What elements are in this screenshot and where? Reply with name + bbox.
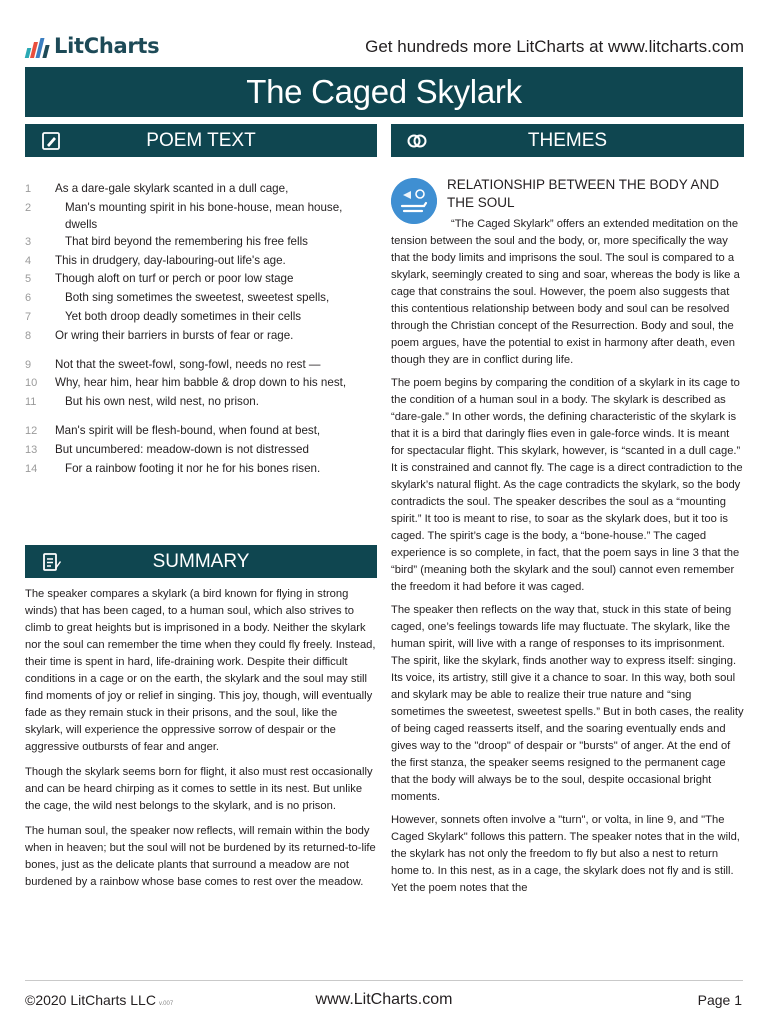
line-number: 3 — [25, 235, 32, 248]
poem-line — [25, 422, 377, 441]
line-text: Man's spirit will be flesh-bound, when found at best, — [55, 423, 321, 437]
logo-text: LitCharts — [54, 34, 160, 58]
line-number: 9 — [25, 358, 32, 371]
line-number: 2 — [25, 201, 32, 214]
theme-paragraph: “The Caged Skylark” offers an extended meditation on the tension between the soul and the body, or, more specifically the way that the body limits and imprisons the soul. The soul is compared to a skylark, seemingly created to sing and soar, whereas the body is like a cage that constrains the soul. However, the poem also suggests that this contentious relationship between body and soul can be resolved through the Christian concept of the Resurrection. Body and soul, the poem argues, have the potential to exist in harmony after death, even though they are in conflict during life. — [391, 218, 740, 366]
poem-text — [25, 180, 377, 478]
poem-text-header — [25, 124, 377, 157]
line-text: Man's mounting spirit in his bone-house, mean house, dwells — [65, 200, 343, 231]
poem-line — [25, 356, 377, 375]
copyright-text: ©2020 LitCharts LLC — [25, 992, 156, 1008]
poem-line — [25, 441, 377, 460]
summary-label: SUMMARY — [152, 551, 250, 572]
line-text: Yet both droop deadly sometimes in their cells — [65, 309, 302, 323]
line-number: 13 — [25, 443, 38, 456]
theme-paragraph: The poem begins by comparing the condition of a skylark in its cage to the condition of a human soul in a body. The skylark is described as “dare-gale.” In other words, the defining characteristic of the skylark is that it is a bird that daringly flies even in gale-force winds. It is meant for spectacular flight. This skylark, however, is “scanted in a dull cage.” It is constrained and cannot fly. The cage is a direct contradiction to the skylark’s natural flight. As the cage contradicts the skylark, so the body contradicts the soul. The speaker describes the soul as a “mounting spirit.” It too is meant to rise, to soar as the skylark does, but it too is caged. The spirit’s cage is the body, a “bone-house.” The caged experience is so complete, in fact, that the poem says in line 3 that the “bird” (meaning both the skylark and the soul) cannot even remember the freedom it had before it was caged. — [391, 377, 743, 593]
summary-text — [25, 586, 377, 899]
line-text: For a rainbow footing it nor he for his bones risen. — [65, 461, 321, 475]
page-number: Page 1 — [697, 992, 742, 1008]
title-banner — [25, 67, 743, 117]
theme-paragraph: However, sonnets often involve a "turn", or volta, in line 9, and "The Caged Skylark" follows this pattern. The speaker notes that in the wild, the skylark has not only the freedom to fly but also a nest to return home to. In this nest, as in a cage, the skylark does not fly and is still. Yet the poem notes that the — [391, 814, 740, 894]
themes-label: THEMES — [527, 130, 608, 151]
poem-line — [25, 460, 377, 479]
line-number: 8 — [25, 329, 32, 342]
poem-line — [25, 374, 377, 393]
page-title: The Caged Skylark — [246, 73, 522, 110]
poem-line — [25, 180, 377, 199]
poem-line — [25, 289, 377, 308]
tagline: Get hundreds more LitCharts at www.litcharts.com — [365, 37, 744, 56]
top-bar — [26, 30, 744, 64]
litcharts-logo[interactable] — [26, 34, 159, 58]
stanza-break — [25, 412, 377, 422]
logo-bars-icon — [26, 36, 48, 58]
summary-paragraph: Though the skylark seems born for flight, it also must rest occasionally and can be heard chirping as it comes to settle in its nest. But unlike the cage, the wild nest belongs to the skylark, and is no prison. — [25, 766, 373, 812]
poem-line — [25, 393, 377, 412]
line-number: 6 — [25, 292, 32, 305]
line-text: As a dare-gale skylark scanted in a dull cage, — [55, 182, 289, 195]
themes-header — [391, 124, 744, 157]
line-text: Not that the sweet-fowl, song-fowl, needs no rest — — [55, 357, 321, 371]
line-number: 5 — [25, 273, 32, 286]
poem-text-label: POEM TEXT — [146, 130, 256, 151]
theme-title: RELATIONSHIP BETWEEN THE BODY AND THE SOUL — [447, 177, 720, 210]
line-text: Why, hear him, hear him babble & drop down to his nest, — [55, 376, 347, 390]
poem-line — [25, 199, 377, 233]
line-number: 4 — [25, 254, 32, 267]
poem-line — [25, 252, 377, 271]
summary-paragraph: The human soul, the speaker now reflects, will remain within the body when in heaven; but the soul will not be burdened by its returned-to-life bones, just as the delicate plants that surround a meadow are not burdened by a rainbow whose base comes to rest over the meadow. — [25, 825, 376, 888]
line-number: 1 — [25, 183, 32, 195]
line-number: 14 — [25, 462, 38, 475]
poem-line — [25, 308, 377, 327]
line-text: That bird beyond the remembering his free fells — [65, 234, 308, 248]
poem-line — [25, 270, 377, 289]
line-number: 12 — [25, 424, 38, 437]
version-text: v.007 — [158, 1001, 174, 1007]
line-text: Or wring their barriers in bursts of fear or rage. — [55, 328, 294, 342]
footer-url-link[interactable]: www.LitCharts.com — [315, 991, 453, 1008]
theme-paragraph: The speaker then reflects on the way that, stuck in this state of being caged, one’s feelings towards life may fluctuate. The skylark, like the human spirit, will live with a range of responses to its imprisonment. The spirit, like the skylark, finds another way to express itself: singing. Its voice, its artistry, still give it a chance to soar. In this way, both soul and skylark may be able to realize their true nature and “sing sometimes the sweetest, sweetest spells.” But in both cases, the reality of being caged reasserts itself, and the soaring eventually ends and gives way to the "droop" of despair or "bursts" of anger. At the end of the first stanza, the speaker seems resigned to the permanent cage that the body will always be to the soul, despite occasional bright moments. — [391, 604, 744, 803]
line-text: This in drudgery, day-labouring-out life's age. — [55, 253, 286, 267]
poem-line — [25, 233, 377, 252]
summary-header — [25, 545, 377, 578]
poem-line — [25, 327, 377, 346]
line-number: 7 — [25, 310, 32, 323]
line-text: Both sing sometimes the sweetest, sweetest spells, — [65, 291, 330, 305]
line-text: Though aloft on turf or perch or poor low stage — [55, 272, 294, 286]
summary-paragraph: The speaker compares a skylark (a bird known for flying in strong winds) that has been caged, to a human soul, which also strives to climb to great heights but is imprisoned in a body. Neither the skylark nor the soul can remember the time when they could fly freely. Instead, their time is spent in hard, life-draining work. Despite their difficult conditions in a cage or on the earth, the skylark and the soul may still find moments of joy or relief in singing. This joy, though, will eventually fade as they remain stuck in their prisons, and the soul, like the skylark, will experience the oppressive sorrow of despair or the aggressive outbursts of fear and anger. — [25, 588, 376, 753]
line-text: But his own nest, wild nest, no prison. — [65, 395, 259, 409]
line-number: 11 — [25, 396, 37, 409]
themes-text — [391, 216, 744, 903]
footer-divider — [25, 980, 743, 981]
stanza-break — [25, 346, 377, 356]
line-number: 10 — [25, 377, 38, 390]
line-text: But uncumbered: meadow-down is not distressed — [55, 442, 309, 456]
